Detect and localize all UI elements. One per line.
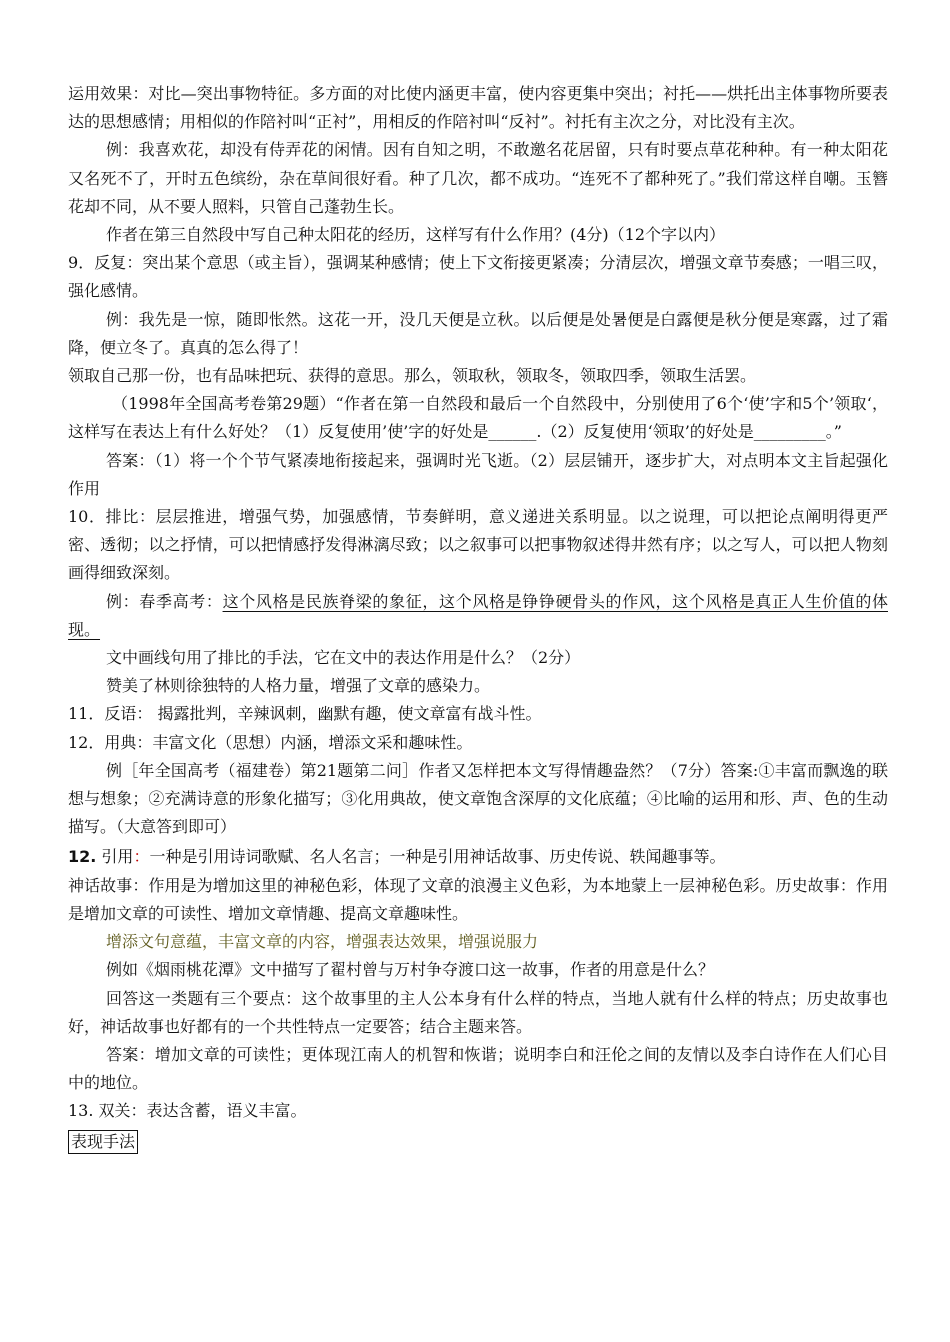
lingqu-paragraph: 领取自己那一份，也有品味把玩、获得的意思。那么，领取秋，领取冬，领取四季，领取生活罢。	[68, 366, 757, 386]
repetition-heading: 9．反复：突出某个意思（或主旨），强调某种感情；使上下文衔接更紧凑；分清层次，增强文章节奏感；一唱三叹，强化感情。	[68, 253, 888, 301]
quotation-title: 引用	[96, 847, 134, 867]
parallelism-heading: 10．排比：层层推进，增强气势，加强感情，节奏鲜明，意义递进关系明显。以之说理，可以把论点阐明得更严密、透彻；以之抒情，可以把情感抒发得淋漓尽致；以之叙事可以把事物叙述得井然有序；以之写人，可以把人物刻画得细致深刻。	[68, 507, 888, 583]
question-1998-exam: （1998年全国高考卷第29题）“作者在第一自然段和最后一个自然段中，分别使用了6个‘使’字和5个’领取‘，这样写在表达上有什么好处？（1）反复使用’使’字的好处是______.（2）反复使用‘领取’的好处是_________。”	[68, 394, 888, 442]
answer-method-paragraph: 回答这一类题有三个要点：这个故事里的主人公本身有什么样的特点，当地人就有什么样的特点；历史故事也好，神话故事也好都有的一个共性特点一定要答；结合主题来答。	[68, 988, 888, 1036]
expression-technique-line	[68, 1126, 888, 1156]
question-parallelism: 文中画线句用了排比的手法，它在文中的表达作用是什么？（2分）	[106, 648, 581, 668]
example-fujian-exam: 例［年全国高考（福建卷）第21题第二问］作者又怎样把本文写得情趣盎然？（7分）答案:①丰富而飘逸的联想与想象；②充满诗意的形象化描写；③化用典故，使文章饱含深厚的文化底蕴；④比喻的运用和形、声、色的生动描写。（大意答到即可）	[68, 760, 888, 837]
underlined-parallel-sentence: 这个风格是民族脊梁的象征，这个风格是铮铮硬骨头的作风，这个风格是真正人生价值的体现。	[68, 591, 888, 639]
pun-heading: 13. 双关：表达含蓄，语义丰富。	[68, 1101, 307, 1121]
example-parallelism	[68, 588, 888, 644]
question-sunflower: 作者在第三自然段中写自己种太阳花的经历，这样写有什么作用？(4分)（12个字以内）	[106, 225, 726, 245]
allusion-heading: 12．用典：丰富文化（思想）内涵，增添文采和趣味性。	[68, 732, 473, 752]
answer-taohuatan: 答案：增加文章的可读性；更体现江南人的机智和恢谐；说明李白和汪伦之间的友情以及李白诗作在人们心目中的地位。	[68, 1044, 888, 1093]
answer-parallelism: 赞美了林则徐独特的人格力量，增强了文章的感染力。	[106, 676, 491, 696]
example-parallelism-prefix: 例：春季高考：	[106, 591, 223, 611]
quotation-heading	[68, 843, 888, 871]
answer-repetition: 答案：（1）将一个个节气紧凑地衔接起来，强调时光飞逝。（2）层层铺开，逐步扩大，对点明本文主旨起强化作用	[68, 450, 888, 498]
example-autumn-paragraph: 例：我先是一惊，随即怅然。这花一开，没几天便是立秋。以后便是处暑便是白露便是秋分便是寒露，过了霜降，便立冬了。真真的怎么得了！	[68, 309, 888, 357]
example-taohuatan: 例如《烟雨桃花潭》文中描写了翟村曾与万村争夺渡口这一故事，作者的用意是什么？	[106, 960, 715, 980]
quotation-colon: ：	[133, 847, 150, 867]
example-flower-paragraph: 例：我喜欢花，却没有侍弄花的闲情。因有自知之明，不敢邀名花居留，只有时要点草花种种。有一种太阳花又名死不了，开时五色缤纷，杂在草间很好看。种了几次，都不成功。“连死不了都种死了。”我们常这样自嘲。玉簪花却不同，从不要人照料，只管自己蓬勃生长。	[68, 140, 888, 216]
myth-history-paragraph: 神话故事：作用是为增加这里的神秘色彩，体现了文章的浪漫主义色彩，为本地蒙上一层神秘色彩。历史故事：作用是增加文章的可读性、增加文章情趣、提高文章趣味性。	[68, 875, 888, 923]
quotation-description: 一种是引用诗词歌赋、名人名言；一种是引用神话故事、历史传说、轶闻趣事等。	[149, 847, 726, 867]
contrast-effect-paragraph: 运用效果：对比—突出事物特征。多方面的对比使内涵更丰富，使内容更集中突出；衬托——烘托出主体事物所要表达的思想感情；用相似的作陪衬叫“正衬”，用相反的作陪衬叫“反衬”。衬托有主次之分，对比没有主次。	[68, 84, 888, 132]
irony-heading: 11．反语： 揭露批判，辛辣讽刺，幽默有趣，使文章富有战斗性。	[68, 704, 542, 724]
expression-technique-box: 表现手法	[68, 1130, 138, 1154]
quotation-effect-line: 增添文句意蕴，丰富文章的内容，增强表达效果，增强说服力	[106, 932, 539, 952]
quotation-number: 12.	[68, 847, 97, 867]
